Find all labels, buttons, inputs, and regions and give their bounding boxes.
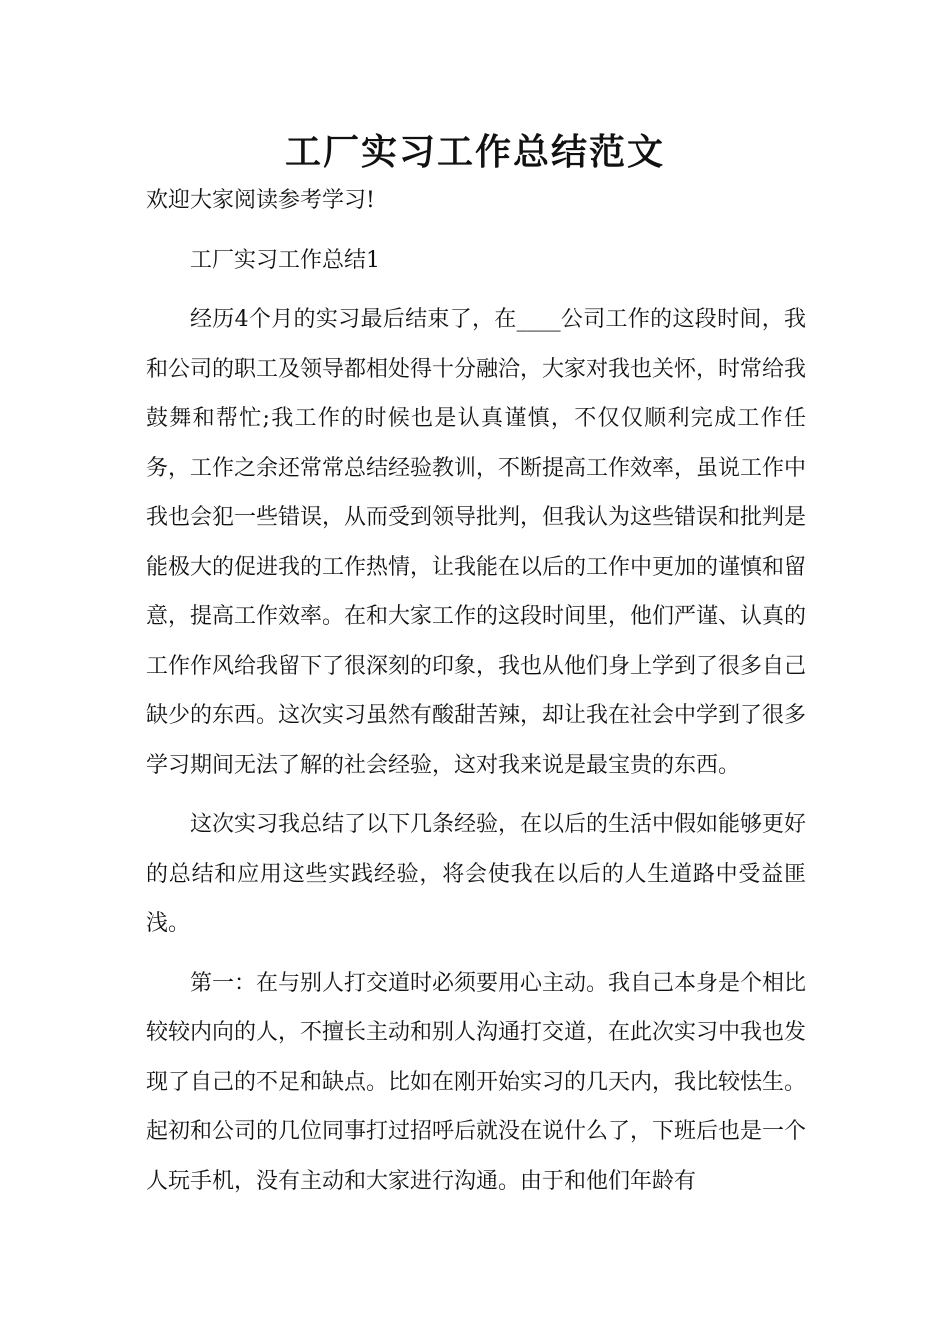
paragraph-3: 第一：在与别人打交道时必须要用心主动。我自己本身是个相比较较内向的人，不擅长主动和别人沟通打交道，在此次实习中我也发现了自己的不足和缺点。比如在刚开始实习的几天内，我比较怯生。起初和公司的几位同事打过招呼后就没在说什么了，下班后也是一个人玩手机，没有主动和大家进行沟通。由于和他们年龄有 [146, 970, 807, 1194]
document-body [146, 176, 806, 1206]
paragraph-2: 这次实习我总结了以下几条经验，在以后的生活中假如能够更好的总结和应用这些实践经验，将会使我在以后的人生道路中受益匪浅。 [146, 812, 807, 936]
paragraph-1: 经历4个月的实习最后结束了，在____公司工作的这段时间，我和公司的职工及领导都相处得十分融洽，大家对我也关怀，时常给我鼓舞和帮忙;我工作的时候也是认真谨慎，不仅仅顺利完成工作任务，工作之余还常常总结经验教训，不断提高工作效率，虽说工作中我也会犯一些错误，从而受到领导批判，但我认为这些错误和批判是能极大的促进我的工作热情，让我能在以后的工作中更加的谨慎和留意，提高工作效率。在和大家工作的这段时间里，他们严谨、认真的工作作风给我留下了很深刻的印象，我也从他们身上学到了很多自己缺少的东西。这次实习虽然有酸甜苦辣，却让我在社会中学到了很多学习期间无法了解的社会经验，这对我来说是最宝贵的东西。 [146, 307, 807, 778]
intro-line: 欢迎大家阅读参考学习! [146, 188, 375, 213]
section-heading: 工厂实习工作总结1 [190, 247, 380, 273]
document-title: 工厂实习工作总结范文 [284, 132, 665, 173]
